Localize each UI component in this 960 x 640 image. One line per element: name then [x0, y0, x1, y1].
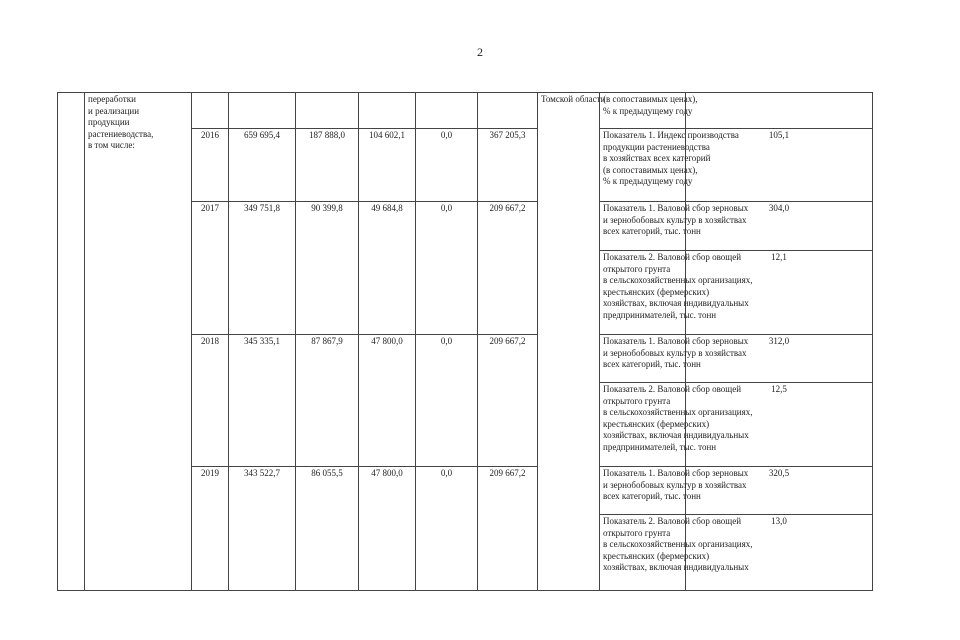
local-cell	[416, 93, 478, 129]
indicator-line: и зернобобовых культур в хозяйствах	[603, 347, 747, 358]
extrabudget-text: 209 667,2	[489, 203, 526, 213]
year-cell	[192, 129, 229, 202]
indicator-line: открытого грунта	[603, 527, 671, 538]
measure-line: и реализации	[88, 105, 140, 116]
regional-text: 47 800,0	[371, 468, 403, 478]
federal-cell	[296, 202, 359, 335]
regional-text: 47 800,0	[371, 336, 403, 346]
total-text: 343 522,7	[244, 468, 280, 478]
measure-line: продукции	[88, 117, 130, 128]
federal-cell	[296, 335, 359, 467]
indicator-line: и зернобобовых культур в хозяйствах	[603, 479, 747, 490]
indicator-value: 12,5	[771, 384, 787, 394]
indicator-cell	[600, 383, 753, 467]
indicator-line: (в сопоставимых ценах),	[603, 164, 698, 175]
indicator-line: в хозяйствах всех категорий	[603, 153, 711, 164]
year-cell	[192, 202, 229, 335]
indicator-line: предпринимателей, тыс. тонн	[603, 441, 717, 452]
indicator-line: в сельскохозяйственных организациях,	[603, 275, 753, 286]
local-text: 0,0	[440, 468, 453, 478]
indicator-line: % к предыдущему году	[603, 176, 693, 187]
total-text: 659 695,4	[244, 130, 280, 140]
indicator-line: крестьянских (фермерских)	[603, 418, 710, 429]
indicator-line: крестьянских (фермерских)	[603, 550, 710, 561]
federal-cell	[296, 129, 359, 202]
page-number: 2	[477, 45, 483, 59]
year-cell	[192, 93, 229, 129]
year-cell	[192, 467, 229, 591]
total-cell	[229, 129, 296, 202]
extrabudget-cell	[478, 467, 538, 591]
local-cell	[416, 129, 478, 202]
extrabudget-text: 367 205,3	[489, 130, 526, 140]
indicator-value-cell	[686, 251, 873, 335]
indicator-cell	[600, 129, 739, 202]
federal-text: 86 055,5	[311, 468, 343, 478]
regional-cell	[359, 93, 416, 129]
indicator-line: Показатель 1. Валовой сбор зерновых	[603, 336, 749, 346]
indicator-cell	[600, 335, 749, 383]
federal-text: 90 399,8	[311, 203, 343, 213]
local-text: 0,0	[440, 336, 453, 346]
year-text: 2018	[201, 336, 219, 346]
extrabudget-text: 209 667,2	[489, 336, 526, 346]
indicator-value: 312,0	[768, 336, 790, 346]
indicator-line: Показатель 2. Валовой сбор овощей	[603, 516, 742, 526]
measure-line: переработки	[88, 94, 136, 104]
indicator-line: всех категорий, тыс. тонн	[603, 226, 701, 237]
program-table	[57, 92, 934, 591]
extrabudget-cell	[478, 335, 538, 467]
indicator-line: Показатель 1. Валовой сбор зерновых	[603, 468, 749, 478]
indicator-value: 12,1	[771, 252, 787, 262]
year-cell	[192, 335, 229, 467]
indicator-line: в сельскохозяйственных организациях,	[603, 539, 753, 550]
federal-cell	[296, 467, 359, 591]
indicator-cell	[600, 93, 698, 129]
indicator-line: предпринимателей, тыс. тонн	[603, 309, 717, 320]
total-cell	[229, 93, 296, 129]
indicator-value: 304,0	[768, 203, 790, 213]
total-cell	[229, 467, 296, 591]
indicator-cell	[600, 202, 749, 251]
executor-cell	[538, 93, 606, 591]
measure-line: в том числе:	[88, 140, 135, 151]
indicator-line: крестьянских (фермерских)	[603, 286, 710, 297]
indicator-value-cell	[686, 383, 873, 467]
federal-text: 87 867,9	[311, 336, 343, 346]
indicator-line: продукции растениеводства	[603, 141, 710, 152]
local-cell	[416, 335, 478, 467]
total-cell	[229, 202, 296, 335]
total-cell	[229, 335, 296, 467]
extrabudget-cell	[478, 93, 538, 129]
measure-name-cell	[85, 93, 192, 591]
extrabudget-cell	[478, 129, 538, 202]
indicator-line: (в сопоставимых ценах),	[603, 94, 698, 104]
regional-cell	[359, 335, 416, 467]
local-text: 0,0	[440, 130, 453, 140]
federal-text: 187 888,0	[309, 130, 345, 140]
indicator-line: открытого грунта	[603, 263, 671, 274]
indicator-line: Показатель 1. Индекс производства	[603, 130, 739, 140]
year-text: 2019	[201, 468, 219, 478]
regional-text: 49 684,8	[371, 203, 403, 213]
regional-text: 104 602,1	[369, 130, 405, 140]
extrabudget-cell	[478, 202, 538, 335]
indicator-line: Показатель 1. Валовой сбор зерновых	[603, 203, 749, 213]
total-text: 345 335,1	[244, 336, 280, 346]
indicator-value: 320,5	[768, 468, 790, 478]
local-cell	[416, 467, 478, 591]
indicator-cell	[600, 467, 749, 515]
year-text: 2016	[201, 130, 219, 140]
indicator-line: Показатель 2. Валовой сбор овощей	[603, 252, 742, 262]
indicator-line: хозяйствах, включая индивидуальных	[603, 562, 749, 573]
local-text: 0,0	[440, 203, 453, 213]
indicator-line: всех категорий, тыс. тонн	[603, 491, 701, 502]
indicator-line: хозяйствах, включая индивидуальных	[603, 298, 749, 309]
year-text: 2017	[201, 203, 219, 213]
indicator-line: Показатель 2. Валовой сбор овощей	[603, 384, 742, 394]
indicator-line: % к предыдущему году	[603, 105, 693, 116]
extrabudget-text: 209 667,2	[489, 468, 526, 478]
measure-line: растениеводства,	[88, 128, 154, 139]
indicator-value: 13,0	[771, 516, 787, 526]
indicator-line: хозяйствах, включая индивидуальных	[603, 430, 749, 441]
regional-cell	[359, 467, 416, 591]
indicator-line: всех категорий, тыс. тонн	[603, 359, 701, 370]
index-cell	[58, 93, 85, 591]
continuation-row	[58, 93, 934, 129]
indicator-line: и зернобобовых культур в хозяйствах	[603, 214, 747, 225]
regional-cell	[359, 129, 416, 202]
indicator-line: открытого грунта	[603, 395, 671, 406]
indicator-value: 105,1	[768, 130, 790, 140]
indicator-line: в сельскохозяйственных организациях,	[603, 407, 753, 418]
indicator-cell	[600, 515, 753, 591]
local-cell	[416, 202, 478, 335]
indicator-cell	[600, 251, 753, 335]
total-text: 349 751,8	[244, 203, 280, 213]
regional-cell	[359, 202, 416, 335]
table-body	[58, 93, 934, 591]
indicator-value-cell	[686, 93, 873, 129]
federal-cell	[296, 93, 359, 129]
executor-text: Томской области	[541, 94, 606, 104]
